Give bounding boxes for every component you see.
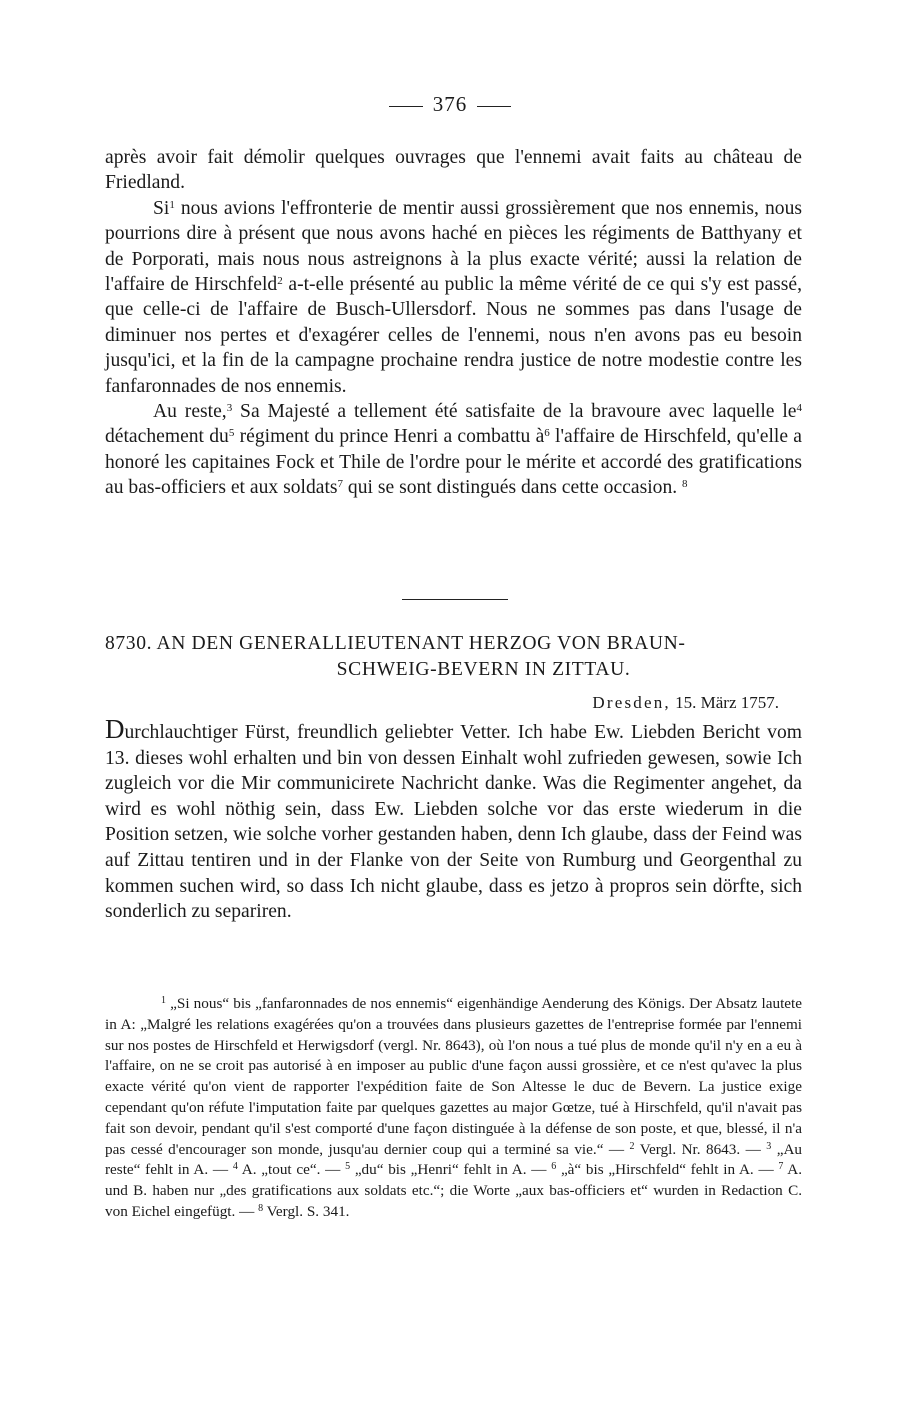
footnote-4-text: A. „tout ce“. — (237, 1161, 341, 1179)
footnote-ref-2: 2 (277, 275, 283, 288)
footnote-ref-1: 1 (169, 198, 175, 211)
footnote-5-text: „du“ bis „Henri“ fehlt in A. — (350, 1161, 547, 1179)
paragraph-3-text-e: l'affaire de Hirschfeld, qu'elle a honoré les capitaines Fock et Thile de l'ordre pour le mérite et accordé des gratifications au bas-officiers et aux soldats (105, 426, 802, 499)
page-number-dash-left (389, 106, 423, 107)
footnote-block (105, 994, 802, 1223)
paragraph-3-text-f: qui se sont distingués dans cette occasion. (343, 477, 678, 499)
paragraph-1: après avoir fait démolir quelques ouvrages que l'ennemi avait faits au château de Friedland. (105, 147, 802, 194)
letter-heading (105, 631, 802, 683)
paragraph-3-text-d: régiment du prince Henri a combattu à (234, 426, 545, 448)
footnote-ref-7: 7 (337, 478, 344, 491)
footnote-ref-8: 8 (682, 478, 688, 491)
paragraph-3 (105, 399, 802, 501)
footnote-5-mark: 5 (345, 1161, 351, 1173)
footnote-6-text: „à“ bis „Hirschfeld“ fehlt in A. — (556, 1161, 774, 1179)
footnote-3-text: „Au reste“ fehlt in A. — (105, 1140, 803, 1179)
footnote-7-mark: 7 (778, 1161, 784, 1173)
footnote-ref-6: 6 (544, 427, 550, 440)
paragraph-2-start: Si (153, 197, 170, 219)
page-number-dash-right (477, 106, 511, 107)
footnote-1-mark: 1 (161, 995, 166, 1006)
letter-heading-line-2: SCHWEIG-BEVERN IN ZITTAU. (336, 659, 631, 680)
dateline-date: 15. März 1757. (675, 693, 779, 712)
footnote-4-mark: 4 (232, 1161, 238, 1173)
paragraph-2-text-b: a-t-elle présenté au public la même vérité de ce qui s'y est passé, que celle-ci de l'affaire de Busch-Ullersdorf. Nous ne sommes pas dans l'usage de diminuer nos pertes et d'exagérer celles de l'ennemi, nous n'en avons pas eu besoin jusqu'ici, et la fin de la campagne prochaine rendra justice de notre modestie contre les fanfaronnades de nos ennemis. (105, 274, 803, 397)
footnote-1-text: „Si nous“ bis „fanfaronnades de nos ennemis“ eigenhändige Aenderung des Königs. Der Absatz lautete in A: „Malgré les relations exagérées qu'on a trouvées dans plusieurs gazettes de l'entreprise formée par l'ennemi sur nos postes de Hirschfeld et Herwigsdorf (vergl. Nr. 8643), où l'on nous a tué plus de monde qu'il n'y en a eu à l'affaire, on ne se croit pas autorisé à en imposer au public d'une façon aussi grossière, et ce n'est qu'avec la plus exacte vérité qu'on vient de rapporter l'expédition faite de Son Altesse le duc de Bevern. La justice exige cependant qu'on réfute l'imputation faite par quelques gazettes au major Gœtze, tué à Hirschfeld, qu'il n'avait pas fait son devoir, pendant qu'il s'est comporté d'une façon distinguée à la défense de son poste, et que, blessé, il n'a pas cessé d'encourager son monde, jusqu'au dernier coup qui a terminé sa vie.“ — (105, 995, 802, 1158)
page-number-value: 376 (432, 92, 468, 116)
french-letter-continuation (105, 145, 802, 501)
letter-heading-line-1: 8730. AN DEN GENERALLIEUTENANT HERZOG VON BRAUN- (105, 633, 686, 654)
letter-initial: D (105, 714, 125, 744)
footnote-ref-3: 3 (226, 402, 233, 415)
dateline (105, 693, 779, 713)
footnote-2-text: Vergl. Nr. 8643. — (634, 1140, 761, 1158)
paragraph-3-text-a: Au reste, (153, 401, 227, 423)
dateline-place: Dresden, (592, 693, 671, 712)
paragraph-3-text-c: détachement du (105, 426, 229, 448)
paragraph-3-text-b: Sa Majesté a tellement été satisfaite de la bravoure avec laquelle le (232, 401, 797, 423)
footnote-8-text: Vergl. S. 341. (263, 1202, 350, 1220)
section-divider (402, 599, 508, 600)
letter-body (105, 714, 802, 925)
footnote-2-mark: 2 (629, 1140, 635, 1152)
paragraph-2-text-a: nous avions l'effronterie de mentir aussi grossièrement que nos ennemis, nous pourrions dire à présent que nous avons haché en pièces les régiments de Batthyany et de Porporati, mais nous nous astreignons à la plus exacte vérité; aussi la relation de l'affaire de Hirschfeld (105, 197, 802, 296)
footnote-ref-4: 4 (796, 402, 802, 415)
footnote-6-mark: 6 (551, 1161, 557, 1173)
letter-text: urchlauchtiger Fürst, freundlich geliebter Vetter. Ich habe Ew. Liebden Bericht vom 13. dieses wohl erhalten und bin von dessen Einhalt wohl zufrieden gewesen, sowie Ich zugleich vor die Mir communicirete Nachricht danke. Was die Regimenter angehet, da wird es wohl nöthig sein, dass Ew. Liebden solche vor das erste wiederum in die Position setzen, wie solche vorher gestanden haben, denn Ich glaube, dass der Feind was auf Zittau tentiren und in der Flanke von der Seite von Rumburg und Georgenthal zu kommen suchen wird, so dass Ich nicht glaube, dass es jetzo à propros sein dörfte, sich sonderlich zu separiren. (105, 722, 802, 923)
paragraph-2 (105, 196, 802, 399)
page-number (0, 92, 900, 117)
footnote-7-text: A. und B. haben nur „des gratifications aux soldats etc.“; die Worte „aux bas-officiers et“ wurden in Redaction C. von Eichel eingefügt. — (105, 1161, 803, 1220)
footnote-3-mark: 3 (766, 1140, 772, 1152)
footnote-ref-5: 5 (228, 427, 235, 440)
footnote-8-mark: 8 (258, 1202, 264, 1214)
footnotes (105, 994, 802, 1223)
